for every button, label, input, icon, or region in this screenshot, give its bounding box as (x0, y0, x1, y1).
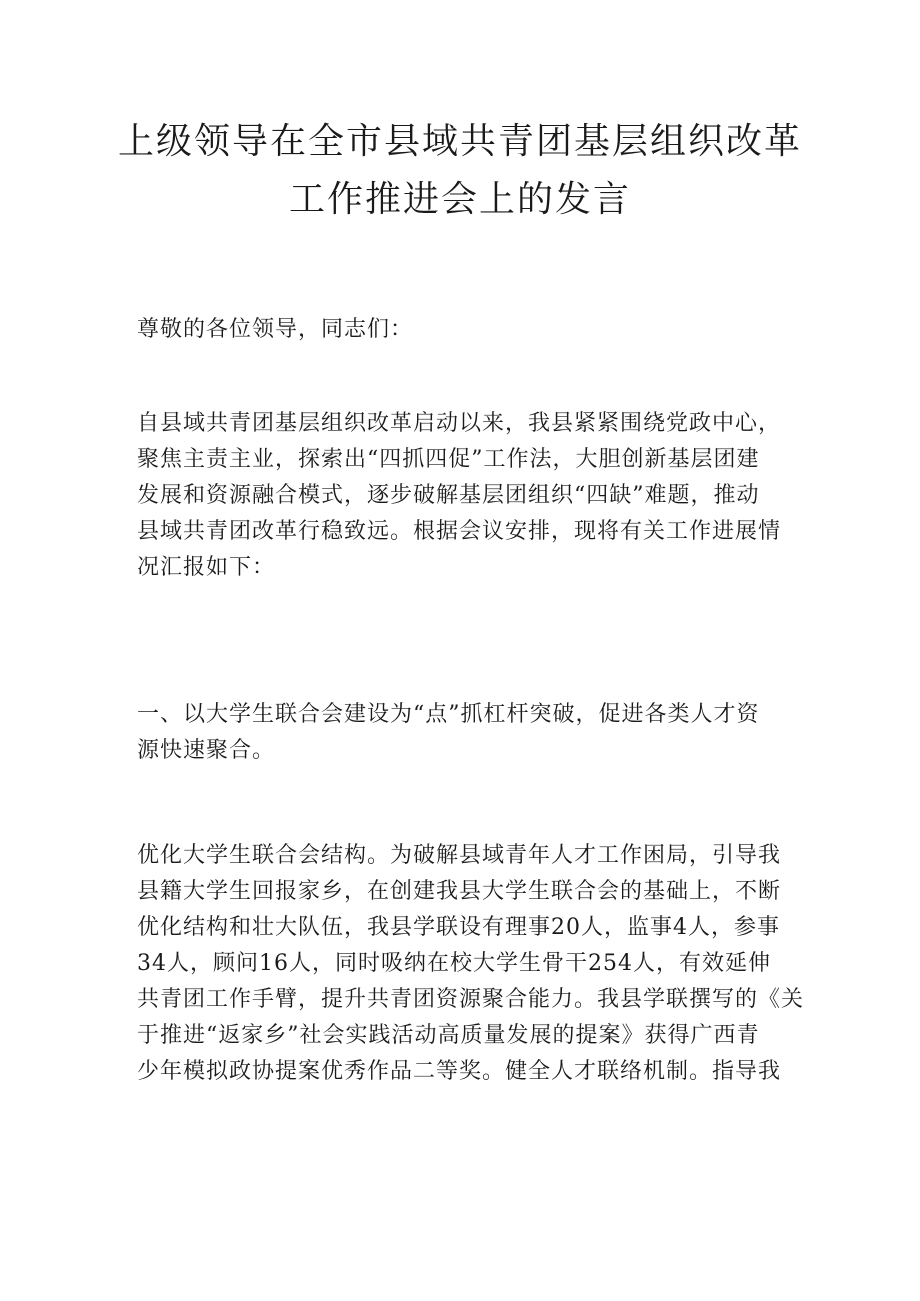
document-title-line-2: 工作推进会上的发言 (288, 179, 631, 220)
heading-line: 源快速聚合。 (137, 738, 276, 763)
document-title-line-1: 上级领导在全市县域共青团基层组织改革 (117, 121, 802, 162)
paragraph-line: 34人，顾问16人，同时吸纳在校大学生骨干254人，有效延伸 (137, 951, 771, 976)
section-heading-1 (137, 697, 797, 769)
heading-line: 一、以大学生联合会建设为“点”抓杠杆突破，促进各类人才资 (137, 702, 760, 727)
paragraph-line: 自县域共青团基层组织改革启动以来，我县紧紧围绕党政中心， (137, 411, 782, 436)
salutation: 尊敬的各位领导，同志们： (137, 317, 414, 342)
paragraph-line: 优化大学生联合会结构。为破解县域青年人才工作困局，引导我 (137, 843, 782, 868)
paragraph-student-union (137, 838, 805, 1090)
paragraph-line: 县籍大学生回报家乡，在创建我县大学生联合会的基础上，不断 (137, 879, 782, 904)
paragraph-line: 优化结构和壮大队伍，我县学联设有理事20人，监事4人，参事 (137, 915, 780, 940)
paragraph-line: 聚焦主责主业，探索出“四抓四促”工作法，大胆创新基层团建 (137, 447, 760, 472)
paragraph-line: 共青团工作手臂，提升共青团资源聚合能力。我县学联撰写的《关 (137, 987, 805, 1012)
paragraph-line: 县域共青团改革行稳致远。根据会议安排，现将有关工作进展情 (137, 519, 782, 544)
paragraph-line: 况汇报如下： (137, 555, 276, 580)
paragraph-intro (137, 406, 797, 586)
paragraph-line: 发展和资源融合模式，逐步破解基层团组织“四缺”难题，推动 (137, 483, 760, 508)
paragraph-line: 少年模拟政协提案优秀作品二等奖。健全人才联络机制。指导我 (137, 1059, 782, 1084)
paragraph-line: 于推进“返家乡”社会实践活动高质量发展的提案》获得广西青 (137, 1023, 760, 1048)
